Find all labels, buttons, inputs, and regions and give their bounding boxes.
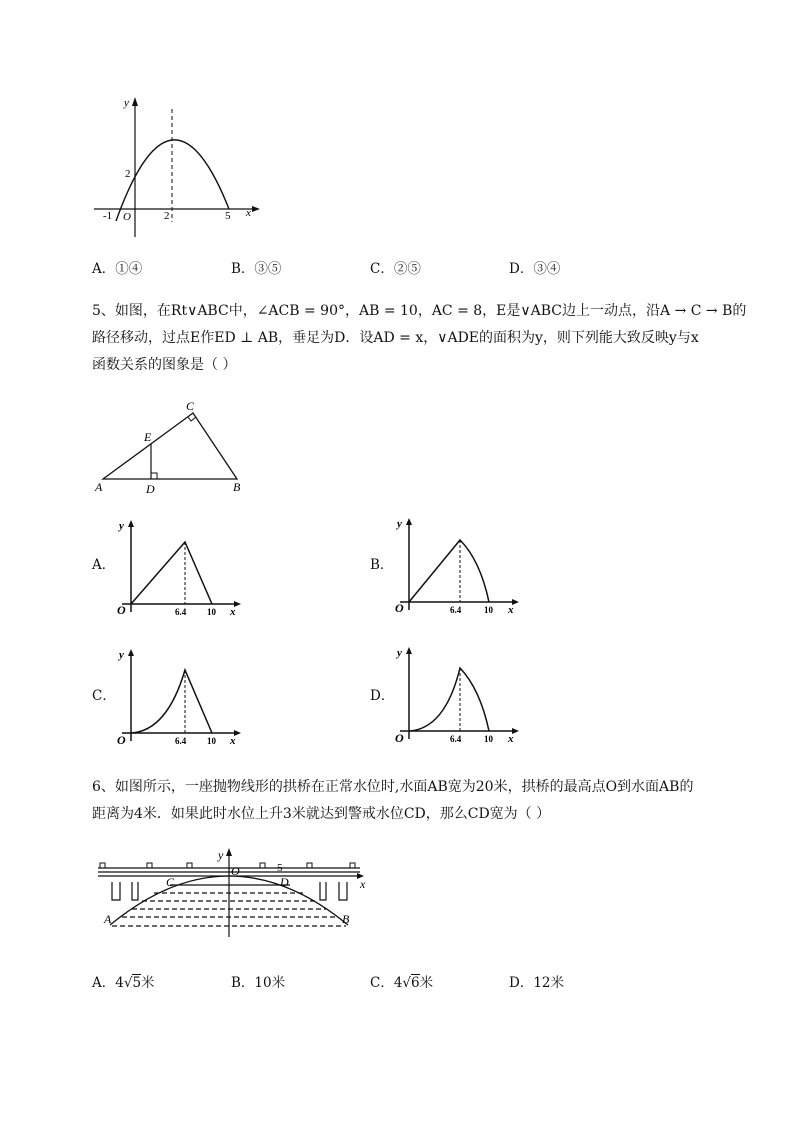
q4-tick-5: 5 [225, 210, 231, 222]
sqrt-symbol-icon: √ [402, 975, 412, 991]
q5-option-b[interactable]: B． [370, 557, 394, 573]
q4-tick-2-x: 2 [164, 210, 170, 222]
q5b-y-arrow [406, 518, 412, 525]
q6-option-a-label: A．4 [92, 975, 124, 991]
q6-label-o: O [231, 864, 240, 878]
q5-triangle-figure [90, 395, 260, 495]
q5c-y-label: y [119, 649, 124, 661]
q5c-y-arrow [128, 649, 134, 656]
q5c-end-label: 10 [207, 736, 216, 746]
q5b-end-label: 10 [484, 605, 493, 615]
q4-option-a[interactable]: A．①④ [92, 261, 143, 277]
q4-tick-2-y: 2 [125, 168, 131, 180]
q4-tick-neg1: -1 [103, 210, 113, 222]
q6-label-d: D [280, 875, 289, 889]
q5d-peak-label: 6.4 [450, 734, 462, 744]
q5d-x-label: x [508, 733, 514, 745]
q5-question-line-1: 5、如图，在Rt∨ABC中，∠ACB = 90°，AB = 10，AC = 8，E是∨ABC边上一动点，沿A → C → B的 [92, 303, 747, 319]
q6-label-5: 5 [277, 862, 283, 874]
q6-option-d[interactable]: D．12米 [509, 975, 565, 991]
q4-y-label: y [124, 97, 129, 109]
q5c-peak-label: 6.4 [175, 736, 187, 746]
q5-graph-d [390, 641, 525, 751]
q5-label-e: E [144, 430, 152, 444]
q6-option-a[interactable] [92, 970, 155, 997]
q5-triangle [103, 413, 237, 479]
q5d-end-label: 10 [484, 734, 493, 744]
q5d-y-arrow [406, 647, 412, 654]
q5b-origin: O [395, 601, 404, 615]
q5-option-a[interactable]: A． [92, 557, 116, 573]
q6-question-line-2: 距离为4米．如果此时水位上升3米就达到警戒水位CD，那么CD宽为（ ） [92, 806, 551, 822]
q5b-curve [409, 540, 489, 602]
q6-option-c-label: C．4 [370, 975, 403, 991]
q5-question-line-3: 函数关系的图象是（ ） [92, 357, 237, 373]
q5c-curve [131, 670, 212, 733]
q5c-origin: O [117, 733, 126, 747]
q6-railing [100, 863, 355, 868]
q6-label-c: C [166, 875, 175, 889]
q5d-origin: O [395, 731, 404, 745]
q5-label-a: A [95, 480, 103, 494]
q6-option-b[interactable]: B．10米 [231, 975, 286, 991]
q6-bridge-figure [92, 845, 377, 945]
q6-option-c-radicand: 6 [411, 975, 420, 991]
q5-option-d[interactable]: D． [370, 688, 395, 704]
q5-label-d: D [146, 482, 155, 495]
q4-parabola-graph [90, 92, 270, 242]
q5a-y-label: y [119, 520, 124, 532]
q4-x-arrow [252, 206, 260, 212]
q5a-curve [131, 542, 212, 604]
q5a-x-label: x [230, 606, 236, 618]
q5-label-b: B [233, 480, 241, 494]
q4-option-d[interactable]: D．③④ [509, 261, 561, 277]
q5-option-c[interactable]: C． [92, 688, 116, 704]
q6-label-y: y [218, 848, 224, 862]
q5-graph-a [112, 512, 247, 622]
q4-y-arrow [132, 97, 138, 106]
q5b-peak-label: 6.4 [450, 605, 462, 615]
q6-y-arrow [226, 848, 232, 856]
q5-right-angle-c [188, 417, 196, 421]
q4-origin-label: O [123, 211, 131, 223]
q6-label-b: B [342, 912, 350, 926]
q5a-end-label: 10 [207, 607, 216, 617]
q6-question-line-1: 6、如图所示，一座抛物线形的拱桥在正常水位时,水面AB宽为20米，拱桥的最高点O到水面AB的 [92, 779, 694, 795]
q5d-y-label: y [397, 647, 402, 659]
q5b-y-label: y [397, 518, 402, 530]
q5a-peak-label: 6.4 [175, 607, 187, 617]
q5-graph-b [390, 510, 525, 620]
sqrt-symbol-icon: √ [123, 975, 133, 991]
q6-option-c-unit: 米 [419, 975, 434, 991]
q4-x-label: x [246, 207, 251, 219]
q6-label-a: A [104, 912, 112, 926]
q6-label-x: x [360, 877, 366, 891]
q5-graph-c [112, 643, 247, 753]
q5c-x-label: x [230, 735, 236, 747]
q6-option-a-unit: 米 [141, 975, 155, 991]
q5a-origin: O [117, 603, 126, 617]
q5-question-line-2: 路径移动，过点E作ED ⊥ AB，垂足为D．设AD = x，∨ADE的面积为y，则下列能大致反映y与x [92, 330, 699, 346]
q6-option-a-radicand: 5 [132, 975, 142, 991]
q5-right-angle-d [151, 473, 157, 479]
q5a-y-arrow [128, 520, 134, 527]
q5d-curve [409, 668, 489, 731]
q4-option-b[interactable]: B．③⑤ [231, 261, 282, 277]
q5-label-c: C [186, 399, 195, 413]
q5b-x-label: x [508, 604, 514, 616]
q4-option-c[interactable]: C．②⑤ [370, 261, 421, 277]
q6-option-c[interactable] [370, 970, 433, 997]
